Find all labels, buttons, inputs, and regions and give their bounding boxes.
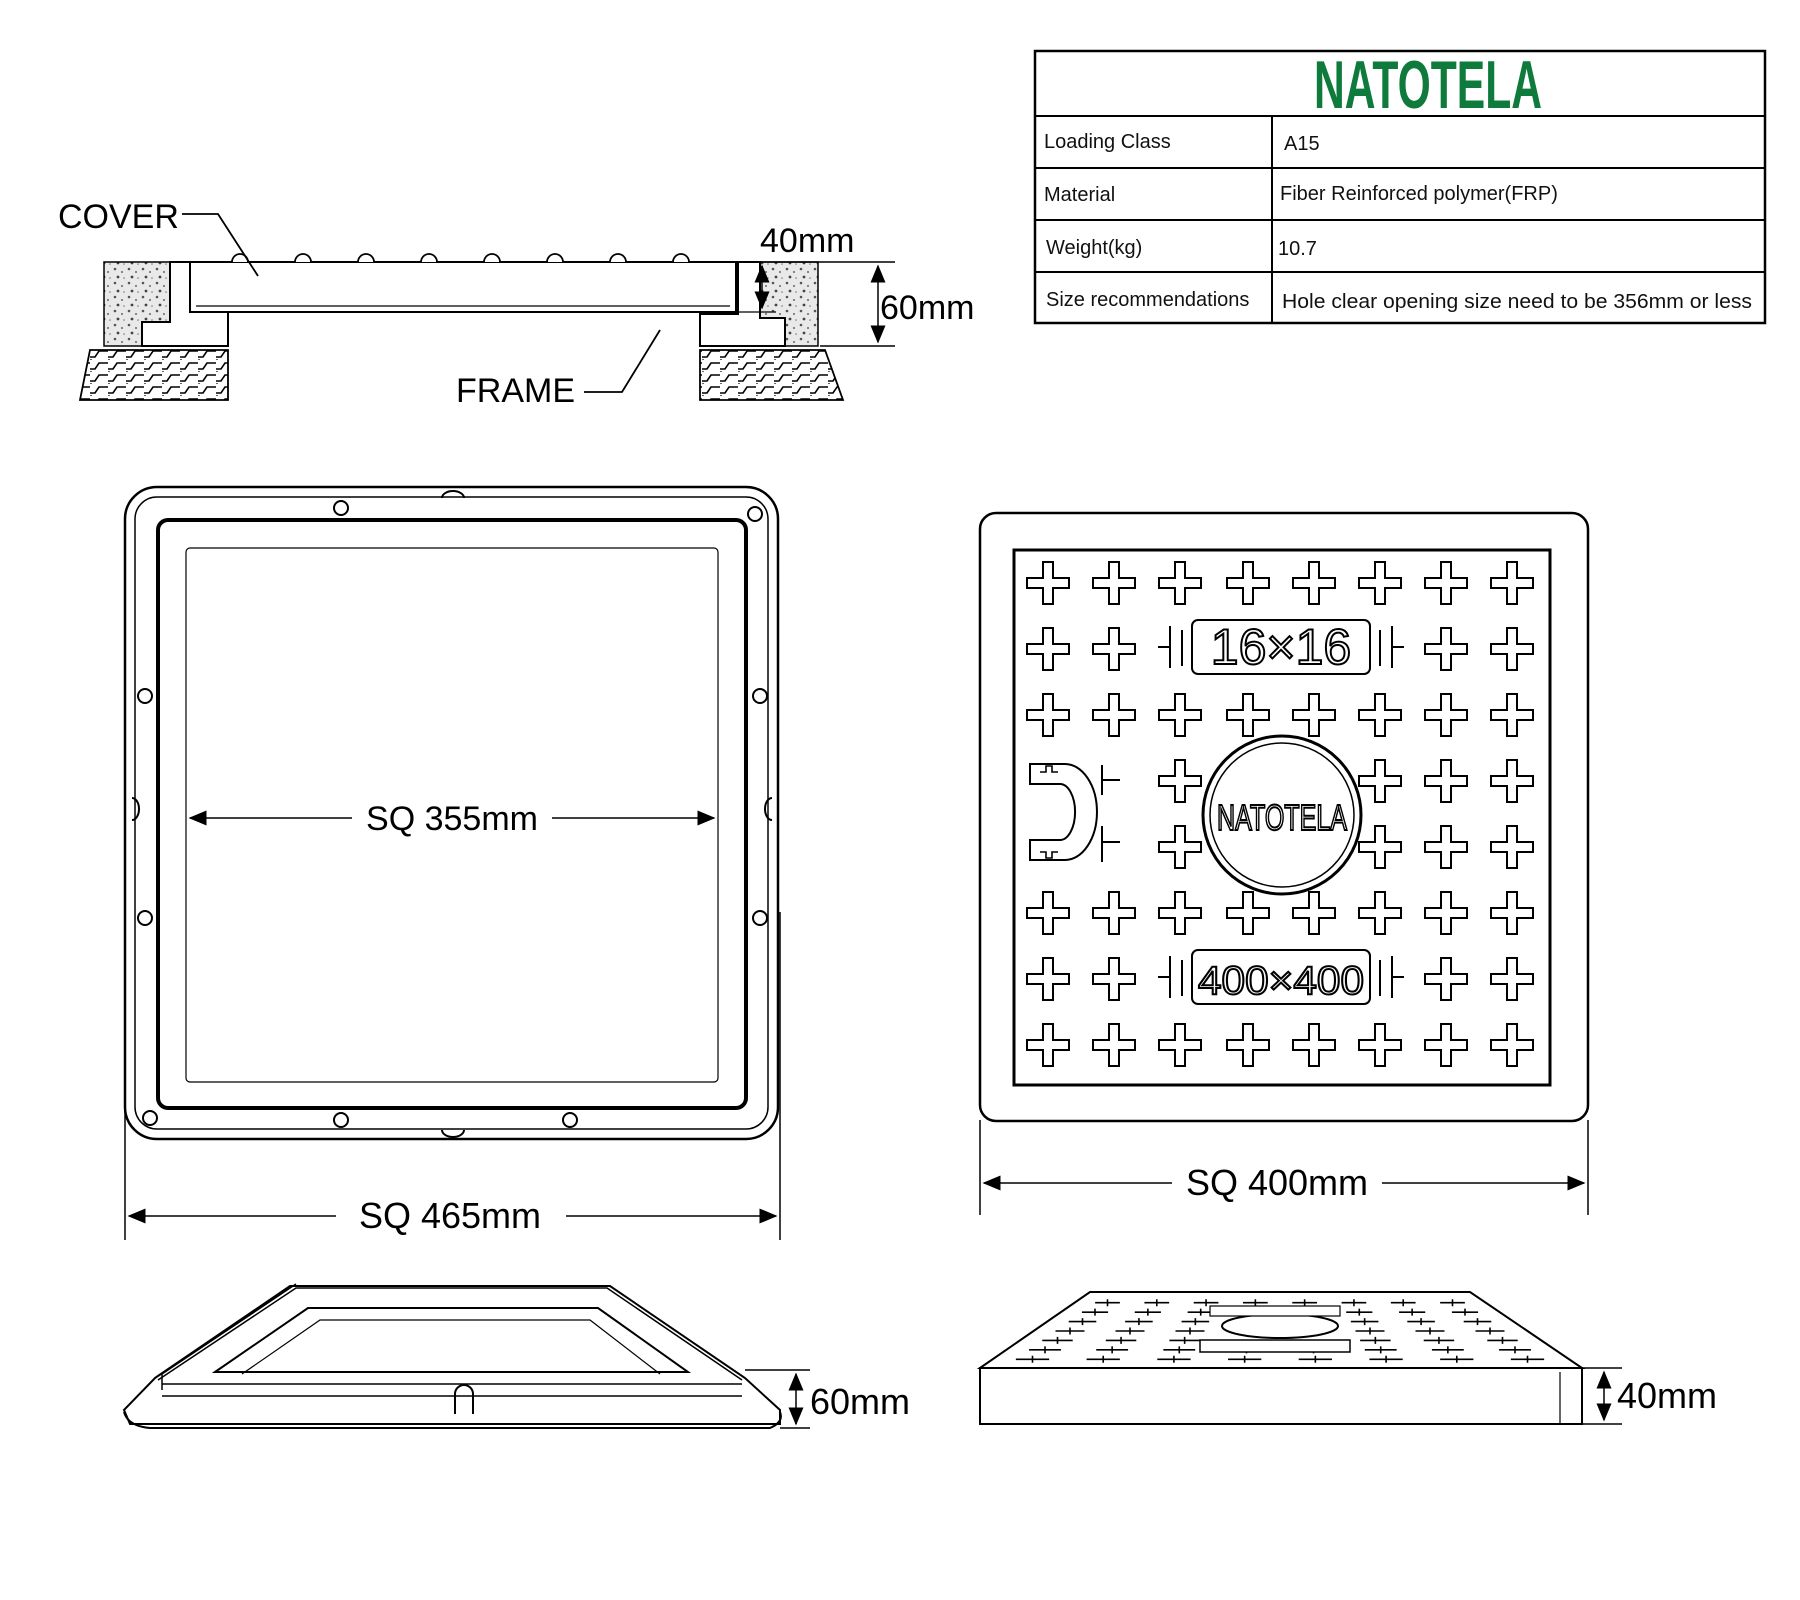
cover-label: COVER: [58, 198, 179, 236]
spec-value-weight: 10.7: [1278, 238, 1317, 260]
spec-table: [1035, 47, 1765, 323]
emboss-center-text: NATOTELA: [1217, 797, 1347, 838]
frame-plan: [125, 487, 780, 1240]
spec-label-loading-class: Loading Class: [1044, 131, 1171, 153]
cover-iso: [980, 1292, 1717, 1424]
frame-iso-height-dim: 60mm: [810, 1381, 911, 1422]
frame-outer-size-dim: SQ 465mm: [358, 1195, 542, 1236]
emboss-top-text: 16×16: [1210, 619, 1352, 675]
brand-name: NATOTELA: [1314, 47, 1542, 123]
spec-label-material: Material: [1044, 184, 1116, 206]
cover-thickness-dim: 40mm: [760, 222, 855, 260]
spec-value-loading-class: A15: [1284, 133, 1320, 155]
emboss-bottom-text: 400×400: [1198, 959, 1364, 1003]
frame-inner-size-dim: SQ 355mm: [366, 800, 538, 838]
cover-size-dim: SQ 400mm: [1185, 1162, 1369, 1203]
frame-height-dim: 60mm: [880, 289, 975, 327]
frame-label: FRAME: [456, 372, 575, 410]
section-view: [58, 198, 974, 410]
spec-value-material: Fiber Reinforced polymer(FRP): [1280, 183, 1558, 205]
spec-label-size: Size recommendations: [1046, 289, 1250, 311]
cover-iso-height-dim: 40mm: [1617, 1375, 1718, 1416]
cover-plan: [980, 513, 1588, 1215]
spec-label-weight: Weight(kg): [1046, 237, 1143, 259]
frame-iso: [124, 1284, 910, 1428]
spec-value-size: Hole clear opening size need to be 356mm or less: [1282, 291, 1752, 313]
